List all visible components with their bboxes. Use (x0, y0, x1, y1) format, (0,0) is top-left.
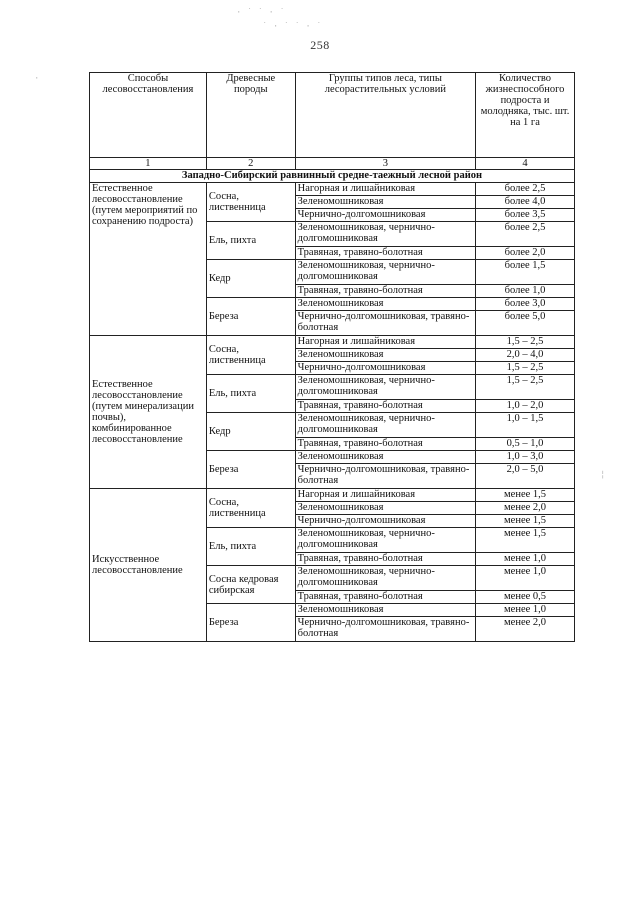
column-number: 2 (206, 158, 295, 170)
cell-forest-type: Травяная, травяно-болотная (295, 553, 475, 566)
cell-species: Береза (206, 298, 295, 336)
cell-quantity: менее 2,0 (476, 502, 575, 515)
cell-forest-type: Зеленомошниковая (295, 196, 475, 209)
header-quantity: Количество жизнеспособного подроста и молодняка, тыс. шт. на 1 га (476, 73, 575, 158)
scan-noise: · (34, 74, 40, 84)
cell-forest-type: Чернично-долгомошниковая, травяно-болотная (295, 311, 475, 336)
table-row (90, 336, 575, 349)
cell-method: Естественное лесовосстановление (путем минерализации почвы), комбинированное лесовосстановление (90, 336, 207, 489)
cell-quantity: более 3,0 (476, 298, 575, 311)
cell-forest-type: Зеленомошниковая, чернично-долгомошниковая (295, 260, 475, 285)
scan-noise: · ˙ ˙ · ˙ (236, 8, 285, 18)
cell-forest-type: Чернично-долгомошниковая, травяно-болотная (295, 464, 475, 489)
cell-forest-type: Чернично-долгомошниковая (295, 362, 475, 375)
cell-quantity: менее 1,0 (476, 553, 575, 566)
table-header-row (90, 73, 575, 158)
cell-forest-type: Зеленомошниковая (295, 451, 475, 464)
cell-forest-type: Зеленомошниковая, чернично-долгомошниковая (295, 222, 475, 247)
cell-quantity: 2,0 – 5,0 (476, 464, 575, 489)
cell-forest-type: Травяная, травяно-болотная (295, 400, 475, 413)
header-forest-types: Группы типов леса, типы лесорастительных условий (295, 73, 475, 158)
cell-forest-type: Травяная, травяно-болотная (295, 247, 475, 260)
cell-forest-type: Зеленомошниковая, чернично-долгомошниковая (295, 566, 475, 591)
cell-species: Береза (206, 604, 295, 642)
cell-quantity: более 2,5 (476, 222, 575, 247)
cell-forest-type: Зеленомошниковая, чернично-долгомошниковая (295, 528, 475, 553)
cell-forest-type: Травяная, травяно-болотная (295, 438, 475, 451)
cell-quantity: 2,0 – 4,0 (476, 349, 575, 362)
cell-forest-type: Зеленомошниковая (295, 349, 475, 362)
region-row (90, 170, 575, 183)
cell-quantity: более 1,0 (476, 285, 575, 298)
scan-noise: ¦ (600, 470, 606, 480)
cell-species: Сосна кедровая сибирская (206, 566, 295, 604)
cell-forest-type: Травяная, травяно-болотная (295, 285, 475, 298)
cell-species: Кедр (206, 260, 295, 298)
cell-species: Сосна, лиственница (206, 183, 295, 222)
region-title: Западно-Сибирский равнинный средне-таежный лесной район (90, 170, 575, 183)
cell-species: Сосна, лиственница (206, 489, 295, 528)
cell-species: Береза (206, 451, 295, 489)
cell-quantity: более 3,5 (476, 209, 575, 222)
cell-quantity: менее 1,5 (476, 528, 575, 553)
cell-quantity: 1,5 – 2,5 (476, 336, 575, 349)
column-number: 1 (90, 158, 207, 170)
cell-species: Сосна, лиственница (206, 336, 295, 375)
cell-species: Ель, пихта (206, 528, 295, 566)
cell-quantity: менее 1,5 (476, 489, 575, 502)
cell-method: Естественное лесовосстановление (путем мероприятий по сохранению подроста) (90, 183, 207, 336)
cell-forest-type: Чернично-долгомошниковая, травяно-болотная (295, 617, 475, 642)
cell-forest-type: Зеленомошниковая, чернично-долгомошниковая (295, 413, 475, 438)
cell-quantity: менее 2,0 (476, 617, 575, 642)
cell-species: Кедр (206, 413, 295, 451)
cell-forest-type: Нагорная и лишайниковая (295, 489, 475, 502)
cell-quantity: менее 0,5 (476, 591, 575, 604)
cell-species: Ель, пихта (206, 375, 295, 413)
cell-quantity: 1,5 – 2,5 (476, 375, 575, 400)
cell-quantity: менее 1,0 (476, 566, 575, 591)
cell-forest-type: Зеленомошниковая (295, 502, 475, 515)
cell-forest-type: Зеленомошниковая, чернично-долгомошниковая (295, 375, 475, 400)
table-row (90, 489, 575, 502)
cell-quantity: 1,0 – 2,0 (476, 400, 575, 413)
cell-forest-type: Чернично-долгомошниковая (295, 209, 475, 222)
cell-forest-type: Травяная, травяно-болотная (295, 591, 475, 604)
header-species: Древесные породы (206, 73, 295, 158)
cell-quantity: 1,0 – 1,5 (476, 413, 575, 438)
cell-quantity: более 5,0 (476, 311, 575, 336)
column-number: 3 (295, 158, 475, 170)
scan-noise: ˙ · ˙ ˙ · ˙ (262, 22, 322, 32)
cell-forest-type: Нагорная и лишайниковая (295, 336, 475, 349)
cell-method: Искусственное лесовосстановление (90, 489, 207, 642)
cell-quantity: более 4,0 (476, 196, 575, 209)
cell-quantity: менее 1,0 (476, 604, 575, 617)
column-number: 4 (476, 158, 575, 170)
page-number: 258 (310, 38, 330, 52)
cell-quantity: 1,5 – 2,5 (476, 362, 575, 375)
cell-quantity: менее 1,5 (476, 515, 575, 528)
cell-quantity: 1,0 – 3,0 (476, 451, 575, 464)
header-methods: Способы лесовосстановления (90, 73, 207, 158)
cell-forest-type: Зеленомошниковая (295, 604, 475, 617)
cell-forest-type: Чернично-долгомошниковая (295, 515, 475, 528)
cell-quantity: более 1,5 (476, 260, 575, 285)
cell-forest-type: Нагорная и лишайниковая (295, 183, 475, 196)
cell-quantity: 0,5 – 1,0 (476, 438, 575, 451)
column-number-row (90, 158, 575, 170)
cell-forest-type: Зеленомошниковая (295, 298, 475, 311)
reforestation-table (89, 72, 575, 642)
cell-quantity: более 2,0 (476, 247, 575, 260)
cell-quantity: более 2,5 (476, 183, 575, 196)
table-row (90, 183, 575, 196)
table-body (90, 73, 575, 642)
cell-species: Ель, пихта (206, 222, 295, 260)
